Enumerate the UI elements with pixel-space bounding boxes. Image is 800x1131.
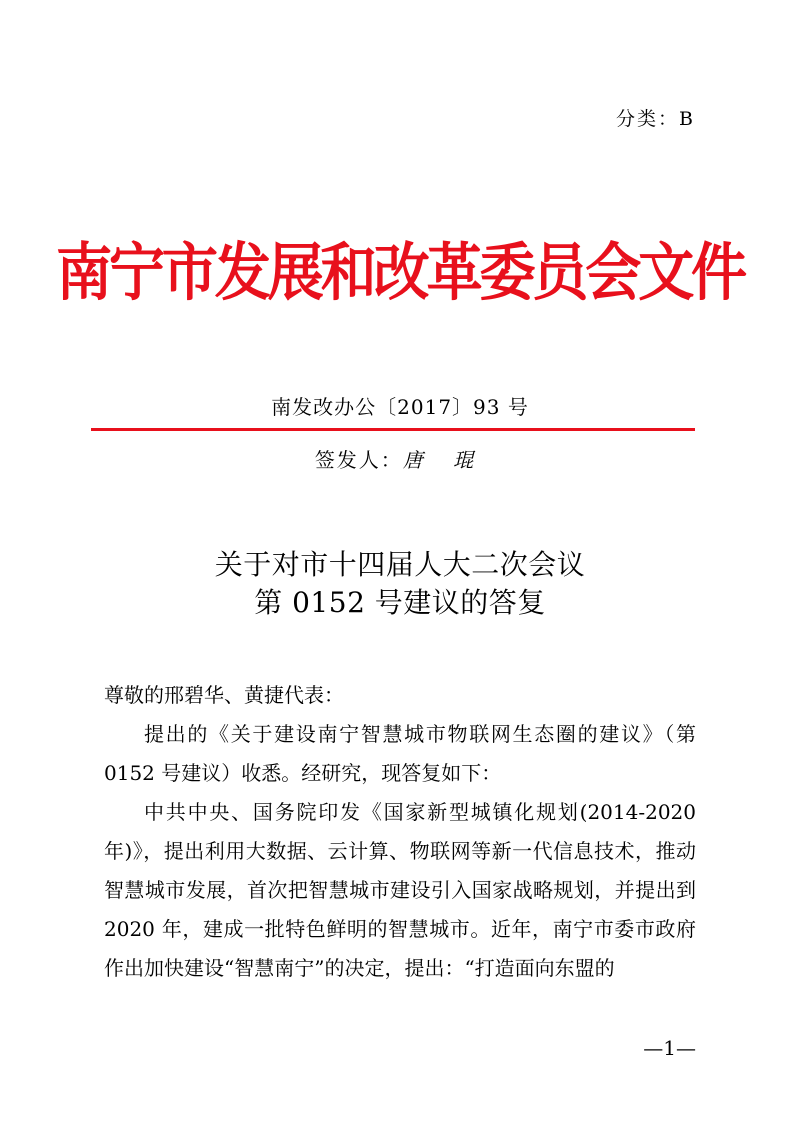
document-header-title: 南宁市发展和改革委员会文件 (56, 237, 744, 310)
body-paragraph-2: 中共中央、国务院印发《国家新型城镇化规划(2014-2020 年)》，提出利用大数据、云计算、物联网等新一代信息技术，推动智慧城市发展，首次把智慧城市建设引入国家战略规划，并提出到 2020 年，建成一批特色鲜明的智慧城市。近年，南宁市委市政府作出加快建设“智慧南宁”的决定，提出：“打造面向东盟的 (104, 800, 696, 980)
signer-label: 签发人： (314, 448, 403, 472)
signer-line (0, 444, 800, 473)
signer-name: 唐 琨 (402, 448, 486, 472)
red-divider-rule (91, 428, 695, 431)
body-paragraph-1: 提出的《关于建设南宁智慧城市物联网生态圈的建议》（第 0152 号建议）收悉。经研究，现答复如下： (104, 722, 696, 785)
page-number: —1— (643, 1036, 696, 1060)
salutation: 尊敬的邢碧华、黄捷代表： (104, 683, 344, 707)
document-title (0, 546, 800, 622)
document-title-line-1: 关于对市十四届人大二次会议 (214, 548, 586, 581)
document-body (104, 676, 696, 988)
document-number: 南发改办公〔2017〕93 号 (271, 395, 529, 419)
classification-label: 分类：B (616, 108, 695, 130)
document-title-line-2: 第 0152 号建议的答复 (254, 586, 546, 619)
